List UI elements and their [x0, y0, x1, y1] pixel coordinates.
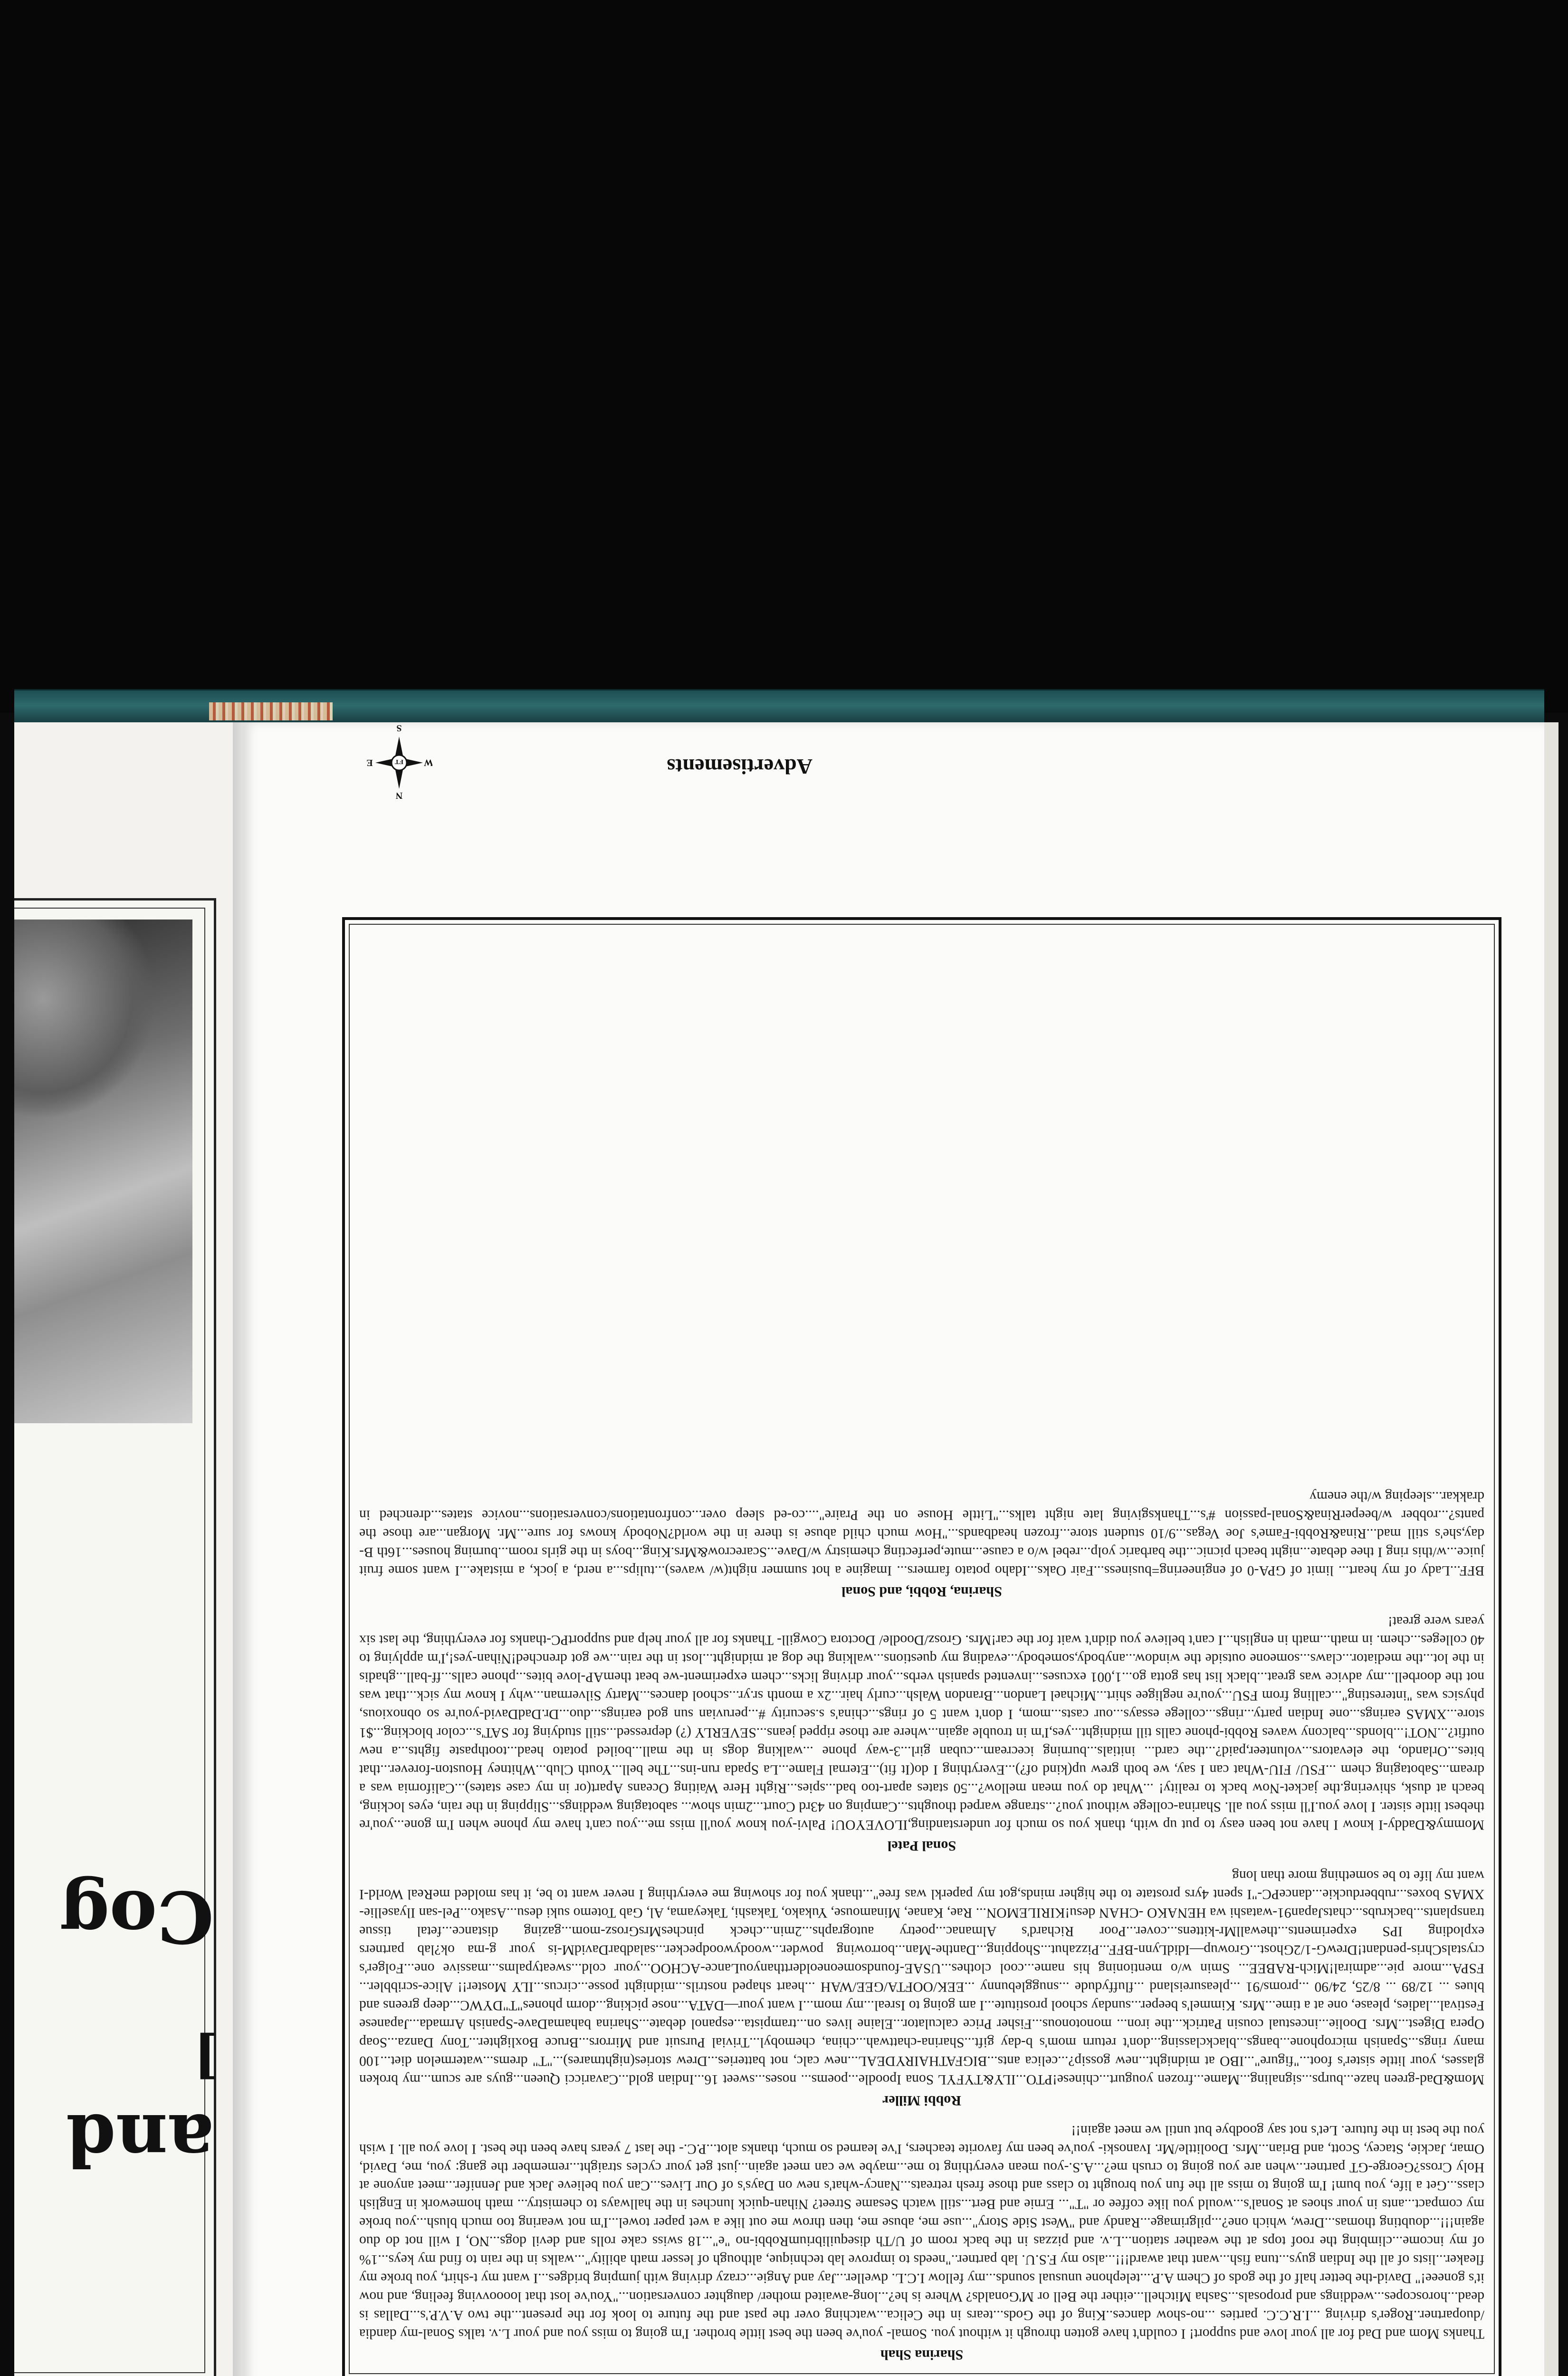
compass-e: E — [366, 757, 373, 768]
left-page-title-3: ] — [193, 2027, 219, 2089]
left-page-photo-figure — [14, 920, 157, 1119]
binding-tape — [209, 702, 333, 720]
scan-background — [0, 0, 1568, 713]
entry-text: Thanks Mom and Dad for all your love and support! I couldn't have gotten through it without you. Somal- you've been the best little brother. I'm going to miss you and your L.v. talks Sonal-my dandia /duopartner..Roger's driving ...I.R.C.C. parties ...no-show dances..King of the Gods...tears in the Celica...watching over the past and the future to look for the present...the two A.V.P.'s...Dallas is dead...horoscopes...weddings and proposals...Sasha Mitchell...either the Bell or M'Gonalds? Where is he?...long-awaited mother/ daughter conversation..."You've lost that loooovving feeling, and now it's goneee!" David-the better half of the gods of Chem A.P....telephone unusual sounds...my fellow I.C.L. dweller...Jay and Angie...crazy driving with jumping bridges...I want my t-shirt, you broke my fleaker...lists of all the Indian guys...tuna fish...want that award!!!...also my F.S.U. lab partner.."needs to improve lab technique, although of lesser math ability"...walks in the rain to find my keys...1% of my income...climbing the roof tops at the weather station...L.v. and pizzas in the back room of U/Th disequilibriumRobbi-no "e"...18 swiss cake rolls and devil dogs...NO, I will not do duo again!!!...doubting thomas...Drew, which one?...pilgrimage...Randy and "West Side Story"...use me, abuse me, then throw me out like a wet paper towel...I'm not wearing too much blush...you broke my compact...ants in your shoes at Sonal's...would you like coffee or "T"... Ernie and Bert...still watch Sesame Street? Nihan-quick lunches in the hallways to chemistry... math homework in English class...Get a life, you bum! I'm going to miss all the fun you brought to class and those fresh retreats...Nancy-what's new on Days's of Our Lives...Can you believe Jack and Jennifer...meet anyone at Holy Cross?George-GT partner...when are you going to crush me?...A.S.-you mean everything to me...maybe we can meet again...just get your cycles straight...remember the gang: you, me, David, Omar, Jackie, Stacey, Scott, and Brian...Mrs. Doolittle/Mr. Ivanoski- you've been my favorite teachers, I've learned so much, thanks alot...P.C.- the last 7 years have been the best. I love you all. I wish you the best in the future. Let's not say goodbye but until we meet again!! — [359, 2122, 1484, 2341]
entry-name: Sharina Shah — [880, 2347, 964, 2363]
entry-text: BFF...Lady of my heart... limit of GPA-0 of engineering=business...Fair Oaks...Idaho potato farmers... Imagine a hot summer night(w/ waves)...tulips...a nerd, a jock, a mistake...I want some fruit juice...w/this ring I thee debate...night beach picnic...the barbaric yolp...rebel w/o a cause...mute,perfecting chemistry w/Dave...Scarecrow&Mrs.King...boys in the girls room...burning houses...16th B-day,she's still mad...Rina&Robbi-Fame's Joe Vegas...9/10 student store...frozen headbands..."How much child abuse is there in the world?Nobody knows for sure...Mr. Morgan...are those the pants?...robber w/beeperRina&Sonal-passion #'s...Thanksgiving late night talks..."Little House on the Praire"....co-ed sleep over...confrontations/conversations...novice states...drenched in drakkar...sleeping w/the enemy — [359, 1489, 1484, 1579]
advertisement-box — [342, 917, 1501, 2376]
entry-text: Mom&Dad-green haze...burps...signaling...Mame...frozen yougurt...chinese!PTO...ILY&TYFYL Sona Ipoodle...poems... noses...sweet 16...Indian gold...Cavaricci Queen...guys are scum...my broken glasses, your little sister's foot..."figure"...IBO at midnight...new gossip?...celica ants...BIGFATHAIRYDEAL...new calc, not batteries...Drew stories(nightmares)..."T" drems...watermelon diet...100 many rings...Spanish microphone...bangs...blackclassing...don't return mom's b-day gift...Sharina-chattwah...china, chemobyl...Trivial Pursuit and Mirrors...Bruce Boxlighter...Tony Danza...Soap Opera Digest...Mrs. Doolie...incestual cousin Patrick...the iron... monotonous...Fisher Price calculator...Elaine lives on...trampista...espanol debate...Sharina bahamaDave-Spanish Armada...Japanese Festival...ladies, please, one at a time...Mrs. Kimmel's beeper...sunday school prostitute...I am going to Isreal...my mom...I want your—DATA...nose picking...dorm phones"T"DYWC...deep greens and blues ... 12/89 ... 8/25, 24/90 ...proms/91 ...pleasureisland ...fluffydude ...snugglebunny ...EEK/OOFTA/GEE/WAH ...heart shaped nostrils...midnight posse...circus...ILY Moster!! Alice-scribbler... FSPA...more pie...admiral!Mich-RABEE... Smin w/o mentioning his name...cool clothes...USAE-foundsomeoneoldertthanyouLance-ACHOO...your cold...sweatypalms...massive one...Folger's crystalsChris-pendant!DrewG-1/2Ghost...Growup—IdidLynn-BFF...Pizzahut...Shopping...Danthe-Man...borrowing powder...woodywoodpecker...saladbarDavidM-is your g-ma ok?lab partners exploding IPS experiments...thewallMr-kittens...cover...Poor Richard's Almanac...poetry autographs...2min...check pinchesMrsGrosz-mom...gazing distance...fetal tissue transplants...backrubs...chatsJapan91-watashi wa HENAKO -CHAN desu!KIRILEMON... Rae, Kanae, Minamouse, Yukako, Takashi, Takeyama, Al, Gab Totemo suki desu...Asako...Pel-san Ilyasellie-XMAS boxes...rubberduckie...dancePC-"I spent 4yrs prostate to the higher minds,got my paperkl was free"...thank you for showing me everything I never want to be, it has molded meReal World-I want my life to be something more than long — [359, 1868, 1484, 2087]
page-header — [347, 723, 822, 803]
compass-w: W — [424, 757, 432, 768]
svg-text:FT: FT — [395, 758, 403, 765]
entry-name: Sharina, Robbi, and Sonal — [841, 1584, 1002, 1600]
entry-text: Mommy&Daddy-I know I have not been easy to put up with, thank you so much for understanding,ILOVEYOU! Palvi-you know you'll miss me...you can't have my phone when I'm gone...you're thebest little sister. I love you.I'll miss you all. Sharina-college without you?...strange warped thoughts...Camping on 43rd Court...2min show... sabotaging weddings...Slipping in the rain, eyes locking, beach at dusk, shivering.the jacket-Now back to reality! ...What do you mean mellow?...50 states apart-too bad...spies...Right Here Waiting Oceans Apart(or in my case states)...California was a dream...Sabotaging chem ...FSU/ FIU-What can I say, we both grew up(kind of?)...Everything I do(It fit)...Eternal Flame...La Spada run-ins...The bell...Youth Club...Whitney Houston-forever...that bites...Orlando, the elevators...volunteer,paid?...the card... initials...burning icecream...cuban girl...3-way phone ...walking dogs in the mall...boiled potato head...toothpaste fights...a new outfit?...NOT!...blonds...balcony waves Robbi-phone calls till midnight...yes,I'm in trouble again...where are those ripped jeans...SEVERLY (?) depressed...still studying for SAT's...color blocking...$1 store...XMAS earings...one Indian party...rings...college essays...our casts...mom, I don't want 5 of rings...china's s.security #...peruvian sun god earings...duo...Dr.DadDavid-you're so obnoxious, physics was "interesting"...calling from FSU...you're negligee shirt...Michael Landon...Brandon Walsh...curly hair...2x a month sr.yr...school dances...Marty Silverman...why I know my sick...that was not the doorbell...my advice was great...black list has gotta go...1,001 excuses...invented spanish verbs...your driving licks...chem experiment-we beat themAP-love bites...phone calls...ff-ball...ghadis in the lot...the mediator...claws...someone outside the window...anybody,somebody...evading my questions...walking the dog at midnight...lost in the rain...we got drenched!Nihan-yes!,I'm applying to 40 colleges...chem. in math...math in english...I can't believe you didn't wait for the car!Mrs. Grosz/Doodle/ Doctora Cowgill- Thanks for all your help and supportPC-thanks for everything, the last six years were great! — [359, 1614, 1484, 1833]
compass-n: N — [395, 790, 403, 801]
entry-robbi — [359, 1867, 1484, 2108]
compass-rose-icon — [366, 722, 432, 803]
left-page-title-2: and — [66, 2098, 214, 2182]
entry-sharina — [359, 2121, 1484, 2363]
entry-name: Robbi Miller — [882, 2092, 961, 2108]
entry-name: Sonal Patel — [887, 1838, 956, 1854]
left-page-title-1: Cog — [59, 1875, 214, 1958]
entry-sonal — [359, 1612, 1484, 1854]
upside-down-page-content — [266, 723, 1520, 2376]
section-title: Advertisements — [667, 755, 813, 779]
compass-s: S — [396, 723, 402, 733]
entry-group — [359, 1487, 1484, 1600]
page-edge — [1544, 722, 1558, 2376]
